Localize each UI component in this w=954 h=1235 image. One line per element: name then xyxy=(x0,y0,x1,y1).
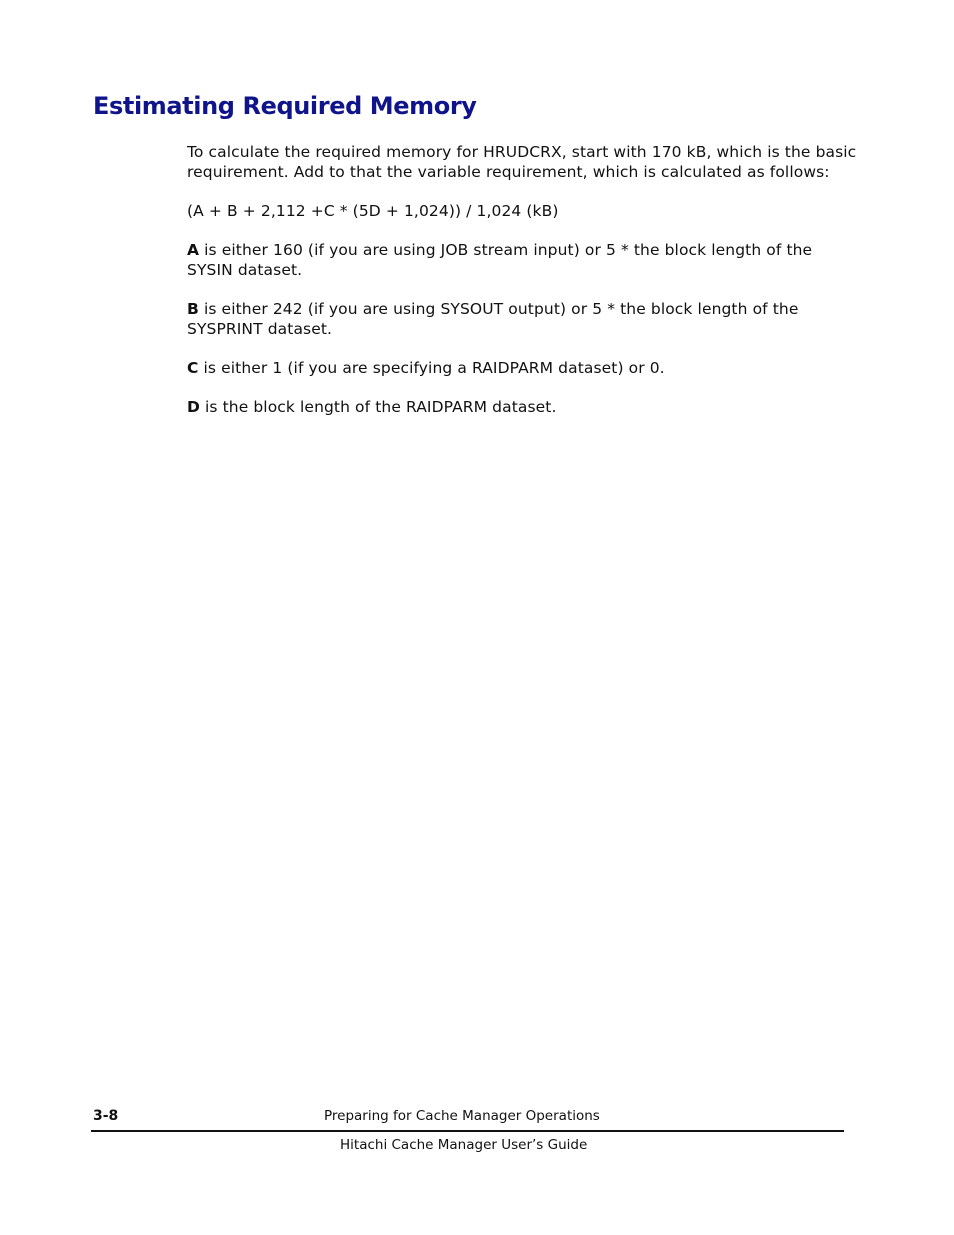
definition-text: is either 1 (if you are specifying a RAIDPARM dataset) or 0. xyxy=(198,359,665,377)
page-title: Estimating Required Memory xyxy=(93,92,477,120)
definition-term: B xyxy=(187,300,199,318)
definition-text: is either 242 (if you are using SYSOUT output) or 5 * the block length of the SYSPRINT dataset. xyxy=(187,300,799,338)
definition-term: D xyxy=(187,398,200,416)
footer-chapter-title: Preparing for Cache Manager Operations xyxy=(324,1108,600,1124)
definition-text: is either 160 (if you are using JOB stream input) or 5 * the block length of the SYSIN dataset. xyxy=(187,241,813,279)
definition-term: A xyxy=(187,241,200,259)
footer-book-title: Hitachi Cache Manager User’s Guide xyxy=(340,1137,588,1153)
intro-paragraph: To calculate the required memory for HRUDCRX, start with 170 kB, which is the basic requirement. Add to that the variable requirement, which is calculated as follows: xyxy=(187,143,857,181)
body-text xyxy=(187,142,857,436)
definition-a xyxy=(187,240,857,280)
definition-term: C xyxy=(187,359,199,377)
footer-page-number: 3-8 xyxy=(93,1108,119,1124)
definition-c xyxy=(187,358,857,378)
definition-text: is the block length of the RAIDPARM dataset. xyxy=(199,398,557,416)
footer-divider xyxy=(91,1130,844,1132)
formula: (A + B + 2,112 +C * (5D + 1,024)) / 1,024 (kB) xyxy=(187,202,559,220)
definition-d xyxy=(187,397,857,417)
definition-b xyxy=(187,299,857,339)
